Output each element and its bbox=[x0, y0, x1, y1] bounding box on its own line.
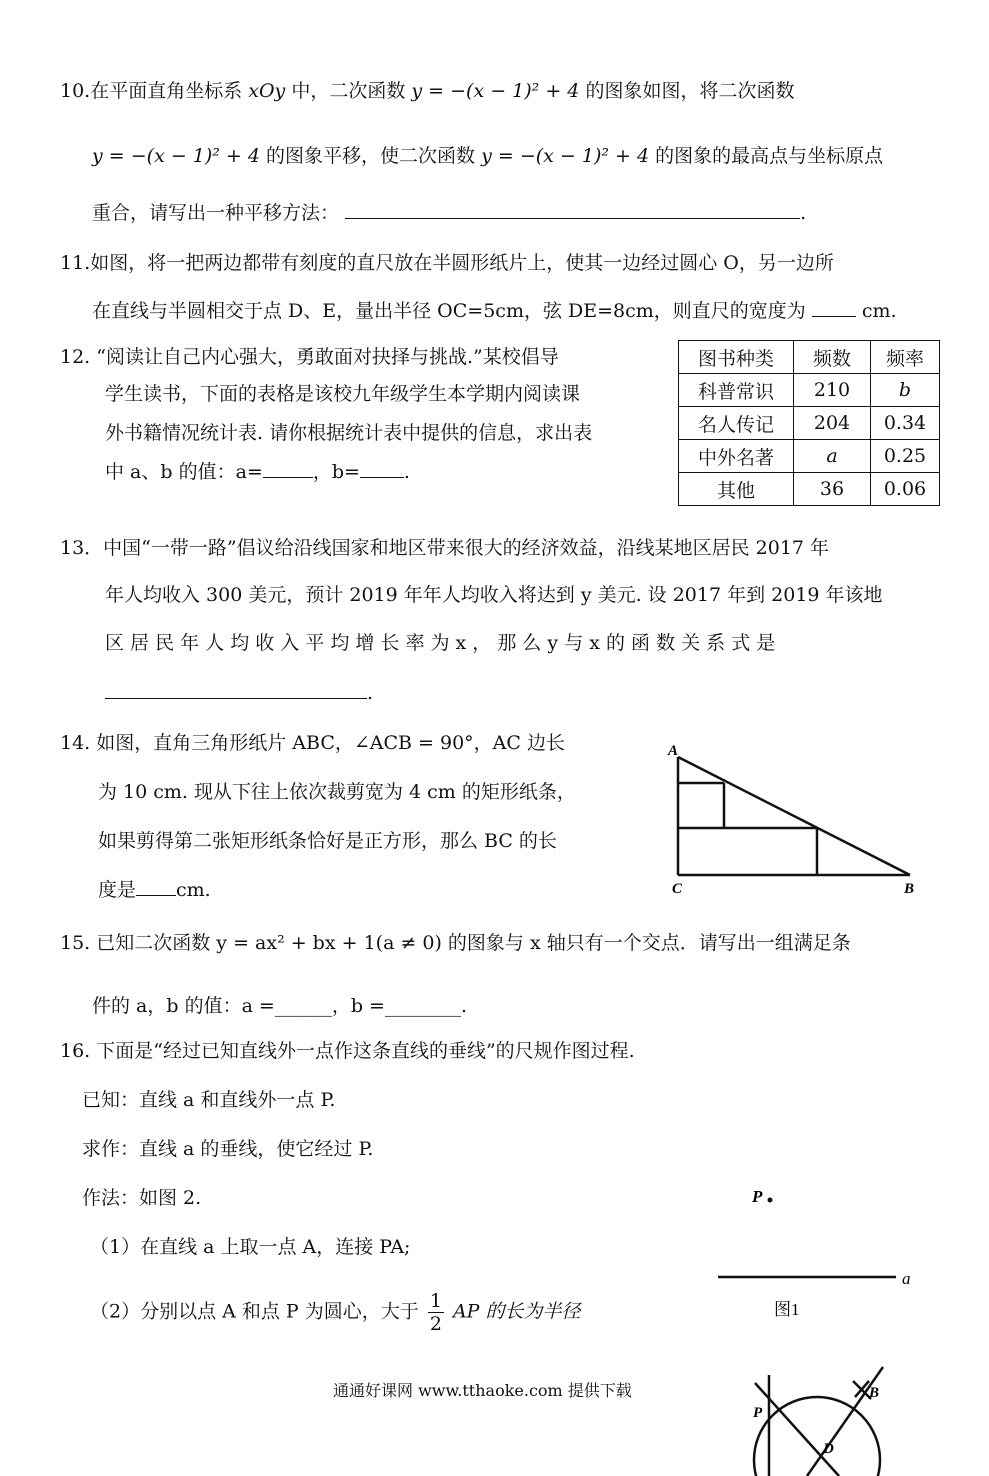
q14-line3: 如果剪得第二张矩形纸条恰好是正方形，那么 BC 的长 bbox=[98, 830, 557, 852]
q16-line1: 16. 下面是“经过已知直线外一点作这条直线的垂线”的尺规作图过程. bbox=[60, 1040, 635, 1062]
table-header: 频率 bbox=[871, 341, 940, 374]
q12-blank-b[interactable] bbox=[360, 459, 404, 478]
q12-blank-a[interactable] bbox=[263, 459, 313, 478]
hypotenuse-ab bbox=[678, 757, 910, 875]
q13-line1: 13．中国“一带一路”倡议给沿线国家和地区带来很大的经济效益，沿线某地区居民 2017 年 bbox=[60, 537, 830, 559]
label-b: B bbox=[869, 1385, 880, 1401]
page-footer: 通通好课网 www.tthaoke.com 提供下载 bbox=[333, 1381, 632, 1400]
q12-line1: 12. “阅读让自己内心强大，勇敢面对抉择与挑战.”某校倡导 bbox=[60, 346, 559, 368]
table-cell: 36 bbox=[794, 473, 871, 506]
q13-line4: . bbox=[105, 680, 373, 706]
q14-line1: 14. 如图，直角三角形纸片 ABC，∠ACB = 90°，AC 边长 bbox=[60, 732, 565, 754]
construction-circle bbox=[754, 1397, 880, 1476]
q12-text: ，b= bbox=[312, 461, 360, 483]
q10-text: 中，二次函数 bbox=[291, 80, 406, 102]
table-cell: b bbox=[871, 374, 940, 407]
q10-formula: y = −(x − 1)² + 4 bbox=[481, 145, 650, 167]
q10-text: 的图象的最高点与坐标原点 bbox=[655, 145, 884, 167]
q12-line4: 中 a、b 的值：a= ，b= . bbox=[105, 461, 410, 483]
q13-line3: 区 居 民 年 人 均 收 入 平 均 增 长 率 为 x ， 那 么 y 与 x 的 函 数 关 系 式 是 bbox=[105, 632, 776, 654]
table-header: 图书种类 bbox=[679, 341, 794, 374]
table-cell: 204 bbox=[794, 407, 871, 440]
q10-line1 bbox=[60, 78, 794, 104]
q16-text: AP 的长为半径 bbox=[452, 1300, 581, 1323]
q11-line2 bbox=[92, 298, 897, 324]
q14-text: cm. bbox=[176, 879, 211, 901]
table-header: 频数 bbox=[794, 341, 871, 374]
label-a: A bbox=[668, 743, 679, 759]
q16-figure-1 bbox=[700, 1180, 930, 1330]
label-p: P bbox=[752, 1187, 763, 1206]
q14-line2: 为 10 cm. 现从下往上依次裁剪宽为 4 cm 的矩形纸条， bbox=[98, 781, 576, 803]
table-cell: 0.06 bbox=[871, 473, 940, 506]
table-cell: 210 bbox=[794, 374, 871, 407]
table-cell: 0.25 bbox=[871, 440, 940, 473]
table-cell: 名人传记 bbox=[679, 407, 794, 440]
q16-find: 求作：直线 a 的垂线，使它经过 P. bbox=[82, 1138, 374, 1160]
table-row bbox=[679, 374, 940, 407]
q10-text: 的图象如图，将二次函数 bbox=[585, 80, 795, 102]
table-cell: 0.34 bbox=[871, 407, 940, 440]
q14-triangle-figure bbox=[660, 735, 930, 905]
q16-figure-2 bbox=[735, 1365, 895, 1476]
q14-line4 bbox=[98, 877, 211, 903]
q16-step2 bbox=[90, 1290, 581, 1335]
q16-given: 已知：直线 a 和直线外一点 P. bbox=[82, 1089, 336, 1111]
q14-answer-blank[interactable] bbox=[136, 877, 176, 896]
q15-text: ，b = bbox=[331, 995, 385, 1017]
table-cell: 科普常识 bbox=[679, 374, 794, 407]
figure-1-caption: 图1 bbox=[774, 1300, 800, 1319]
point-p bbox=[768, 1198, 773, 1203]
q10-formula: y = −(x − 1)² + 4 bbox=[411, 80, 580, 102]
q13-answer-blank[interactable] bbox=[105, 680, 367, 699]
q12-stats-table bbox=[678, 340, 940, 506]
table-header-row bbox=[679, 341, 940, 374]
q15-text: 件的 a，b 的值：a = bbox=[92, 995, 275, 1017]
label-c: C bbox=[672, 881, 683, 897]
q11-text: 在直线与半圆相交于点 D、E，量出半径 OC=5cm，弦 DE=8cm，则直尺的宽度为 bbox=[92, 300, 806, 322]
q11-answer-blank[interactable] bbox=[812, 298, 856, 317]
q10-text: 10.在平面直角坐标系 bbox=[60, 80, 243, 102]
fraction-denominator: 2 bbox=[429, 1313, 442, 1335]
label-b: B bbox=[904, 881, 915, 897]
fraction-numerator: 1 bbox=[429, 1290, 442, 1312]
table-cell: 中外名著 bbox=[679, 440, 794, 473]
q12-text: 中 a、b 的值：a= bbox=[105, 461, 263, 483]
q15-blank-a[interactable]: ______ bbox=[274, 995, 332, 1017]
label-p: P bbox=[753, 1405, 763, 1421]
table-cell: a bbox=[794, 440, 871, 473]
q10-var: xOy bbox=[248, 80, 286, 102]
label-d: D bbox=[823, 1441, 834, 1457]
q10-line2 bbox=[92, 143, 883, 169]
q10-line3: 重合，请写出一种平移方法： . bbox=[92, 202, 807, 224]
q10-formula: y = −(x − 1)² + 4 bbox=[92, 145, 260, 167]
q12-line2: 学生读书，下面的表格是该校九年级学生本学期内阅读课 bbox=[105, 383, 581, 405]
q11-line1: 11.如图，将一把两边都带有刻度的直尺放在半圆形纸片上，使其一边经过圆心 O，另一边所 bbox=[60, 252, 834, 274]
diagonal-line-2 bbox=[807, 1367, 883, 1476]
q13-line2: 年人均收入 300 美元，预计 2019 年年人均收入将达到 y 美元. 设 2017 年到 2019 年该地 bbox=[105, 584, 883, 606]
table-row bbox=[679, 473, 940, 506]
table-row bbox=[679, 440, 940, 473]
q15-line2: 件的 a，b 的值：a =______，b =________. bbox=[92, 995, 468, 1017]
table-cell: 其他 bbox=[679, 473, 794, 506]
q11-unit: cm. bbox=[861, 300, 897, 322]
q10-text: 重合，请写出一种平移方法： bbox=[92, 202, 340, 224]
q16-method: 作法：如图 2. bbox=[82, 1187, 202, 1209]
q16-text: （2）分别以点 A 和点 P 为圆心，大于 bbox=[90, 1300, 419, 1323]
q16-step1: （1）在直线 a 上取一点 A，连接 PA; bbox=[90, 1236, 411, 1258]
q10-text: 的图象平移，使二次函数 bbox=[266, 145, 476, 167]
q15-blank-b[interactable]: ________ bbox=[384, 995, 461, 1017]
q12-line3: 外书籍情况统计表. 请你根据统计表中提供的信息，求出表 bbox=[105, 422, 593, 444]
q14-text: 度是 bbox=[98, 879, 137, 901]
fraction-half bbox=[428, 1290, 444, 1335]
q15-line1: 15. 已知二次函数 y = ax² + bx + 1(a ≠ 0) 的图象与 x 轴只有一个交点．请写出一组满足条 bbox=[60, 932, 851, 954]
label-a: a bbox=[902, 1269, 911, 1288]
q10-answer-blank[interactable] bbox=[345, 200, 800, 219]
table-row bbox=[679, 407, 940, 440]
